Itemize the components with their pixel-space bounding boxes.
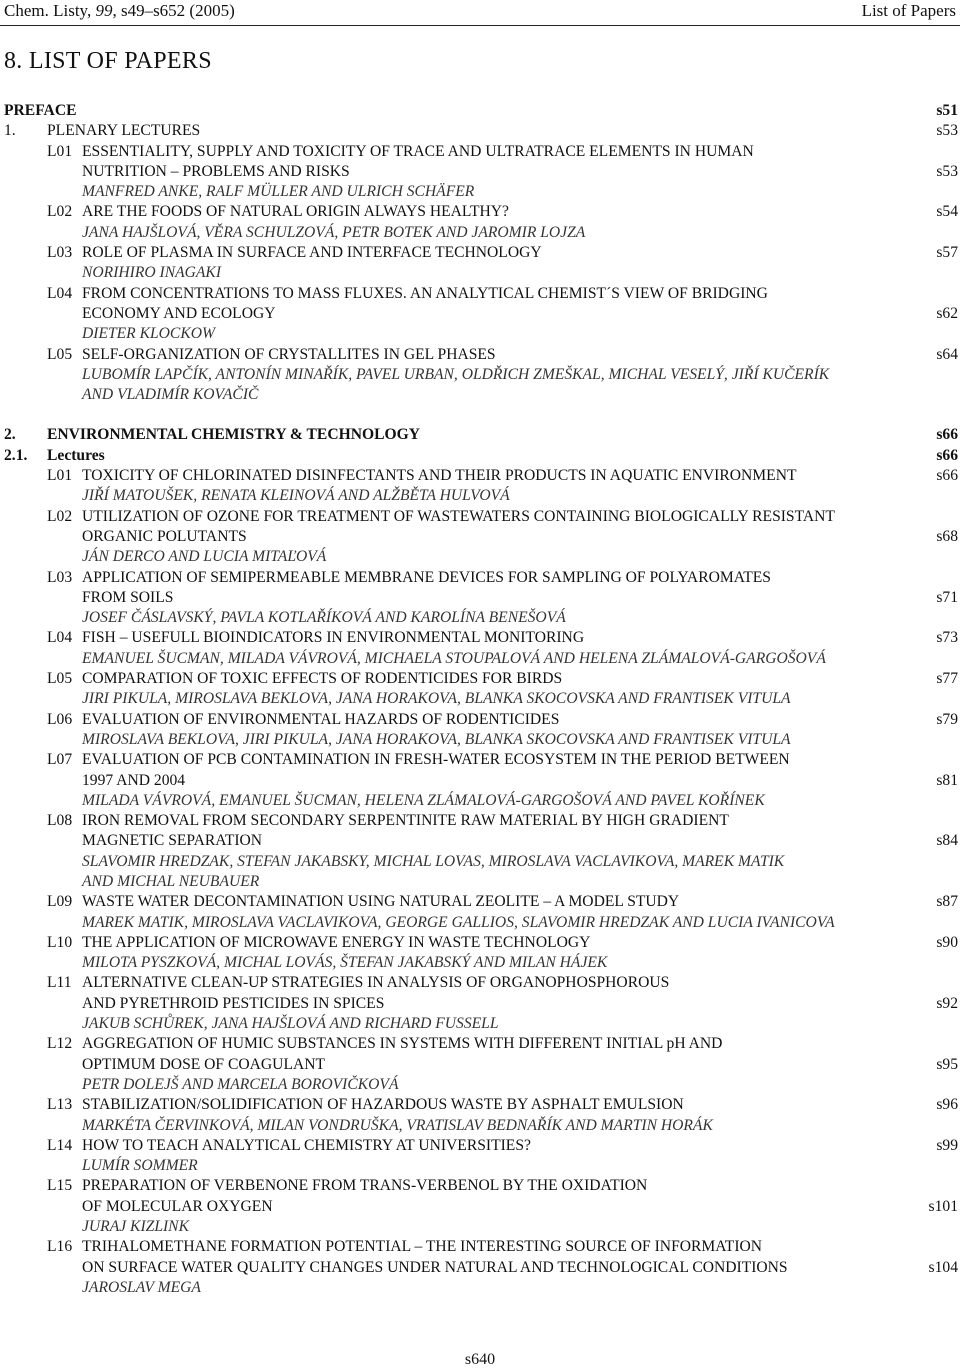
entry-title-row [0,202,960,222]
paper-title: OPTIMUM DOSE OF COAGULANT [82,1055,326,1073]
entry-author-row [0,913,960,933]
entry-title-row [0,162,960,182]
entry-title-row [0,933,960,953]
section-gap [0,405,960,425]
paper-title: UTILIZATION OF OZONE FOR TREATMENT OF WASTEWATERS CONTAINING BIOLOGICALLY RESISTANT [82,507,835,525]
paper-page: s95 [936,1055,958,1073]
entry-title-row [0,994,960,1014]
paper-code: L15 [47,1177,73,1195]
entry-author-row [0,547,960,567]
paper-authors: JÁN DERCO AND LUCIA MITAĽOVÁ [82,548,327,566]
section-page: s51 [936,102,958,119]
paper-page: s54 [936,203,958,221]
entry-author-row [0,223,960,243]
paper-page: s96 [936,1096,958,1114]
paper-title: ROLE OF PLASMA IN SURFACE AND INTERFACE TECHNOLOGY [82,244,542,262]
paper-page: s104 [928,1258,958,1276]
paper-title: THE APPLICATION OF MICROWAVE ENERGY IN WASTE TECHNOLOGY [82,933,591,951]
paper-authors: MARKÉTA ČERVINKOVÁ, MILAN VONDRUŠKA, VRATISLAV BEDNAŘÍK AND MARTIN HORÁK [82,1116,713,1134]
entry-title-row [0,243,960,263]
paper-title: SELF-ORGANIZATION OF CRYSTALLITES IN GEL PHASES [82,345,496,363]
entry-author-row [0,182,960,202]
paper-title: TRIHALOMETHANE FORMATION POTENTIAL – THE INTERESTING SOURCE OF INFORMATION [82,1238,763,1256]
paper-title: WASTE WATER DECONTAMINATION USING NATURAL ZEOLITE – A MODEL STUDY [82,893,680,911]
entry-title-row [0,1095,960,1115]
entry-author-row [0,872,960,892]
paper-authors: DIETER KLOCKOW [82,325,215,343]
paper-title: APPLICATION OF SEMIPERMEABLE MEMBRANE DEVICES FOR SAMPLING OF POLYAROMATES [82,568,771,586]
toc-entry [0,892,960,933]
entry-author-row [0,689,960,709]
paper-code: L16 [47,1238,73,1256]
paper-title: ON SURFACE WATER QUALITY CHANGES UNDER NATURAL AND TECHNOLOGICAL CONDITIONS [82,1258,788,1276]
paper-authors: JURAJ KIZLINK [82,1218,189,1236]
entry-author-row [0,791,960,811]
paper-authors: MANFRED ANKE, RALF MÜLLER AND ULRICH SCHÄFER [82,183,475,201]
entry-title-row [0,1055,960,1075]
paper-page: s64 [936,345,958,363]
toc-entry [0,750,960,811]
entry-title-row [0,1237,960,1257]
page-title: 8. LIST OF PAPERS [4,48,212,74]
section-number: PREFACE [4,102,77,119]
toc-entry [0,466,960,507]
paper-authors: JAKUB SCHŮREK, JANA HAJŠLOVÁ AND RICHARD FUSSELL [82,1015,499,1033]
running-head [0,0,960,22]
entry-title-row [0,973,960,993]
entry-author-row [0,1014,960,1034]
paper-title: TOXICITY OF CHLORINATED DISINFECTANTS AND THEIR PRODUCTS IN AQUATIC ENVIRONMENT [82,467,797,485]
section-title: Lectures [47,446,105,464]
section-number: 1. [4,122,16,140]
entry-author-row [0,365,960,385]
paper-authors: AND VLADIMÍR KOVAČIČ [82,386,259,404]
toc-entry [0,669,960,710]
paper-code: L06 [47,710,73,728]
toc-entry [0,243,960,284]
paper-authors: SLAVOMIR HREDZAK, STEFAN JAKABSKY, MICHAL LOVAS, MIROSLAVA VACLAVIKOVA, MAREK MATIK [82,852,785,870]
paper-authors: JIRI PIKULA, MIROSLAVA BEKLOVA, JANA HORAKOVA, BLANKA SKOCOVSKA AND FRANTISEK VITULA [82,690,791,708]
toc-entry [0,1237,960,1298]
paper-title: AND PYRETHROID PESTICIDES IN SPICES [82,994,385,1012]
paper-code: L11 [47,974,72,992]
paper-authors: JIŘÍ MATOUŠEK, RENATA KLEINOVÁ AND ALŽBĚTA HULVOVÁ [82,487,510,505]
entry-author-row [0,730,960,750]
paper-page: s101 [928,1197,958,1215]
entry-title-row [0,1034,960,1054]
paper-authors: EMANUEL ŠUCMAN, MILADA VÁVROVÁ, MICHAELA STOUPALOVÁ AND HELENA ZLÁMALOVÁ-GARGOŠOVÁ [82,649,826,667]
paper-page: s84 [936,832,958,850]
paper-authors: PETR DOLEJŠ AND MARCELA BOROVIČKOVÁ [82,1075,399,1093]
toc-entry [0,507,960,568]
paper-page: s77 [936,670,958,688]
toc-entry [0,284,960,345]
paper-code: L07 [47,751,73,769]
paper-code: L05 [47,670,73,688]
paper-title: ARE THE FOODS OF NATURAL ORIGIN ALWAYS HEALTHY? [82,203,509,221]
journal-volume: 99 [95,1,113,20]
toc-entry [0,811,960,892]
entry-author-row [0,608,960,628]
section-title: ENVIRONMENTAL CHEMISTRY & TECHNOLOGY [47,426,421,444]
entry-author-row [0,324,960,344]
entry-title-row [0,628,960,648]
toc-entry [0,933,960,974]
paper-authors: JANA HAJŠLOVÁ, VĚRA SCHULZOVÁ, PETR BOTEK AND JAROMIR LOJZA [82,223,586,241]
toc-entry [0,1176,960,1237]
toc-entry [0,1034,960,1095]
paper-title: MAGNETIC SEPARATION [82,832,263,850]
paper-title: EVALUATION OF PCB CONTAMINATION IN FRESH-WATER ECOSYSTEM IN THE PERIOD BETWEEN [82,751,790,769]
toc-entry [0,1136,960,1177]
journal-name: Chem. Listy, [4,1,96,20]
entry-title-row [0,588,960,608]
paper-authors: JOSEF ČÁSLAVSKÝ, PAVLA KOTLAŘÍKOVÁ AND KAROLÍNA BENEŠOVÁ [82,609,566,627]
paper-title: IRON REMOVAL FROM SECONDARY SERPENTINITE RAW MATERIAL BY HIGH GRADIENT [82,812,729,830]
paper-title: ECONOMY AND ECOLOGY [82,304,276,322]
paper-page: s57 [936,244,958,262]
paper-page: s99 [936,1136,958,1154]
paper-title: 1997 AND 2004 [82,771,186,789]
entry-title-row [0,345,960,365]
entry-title-row [0,284,960,304]
paper-authors: NORIHIRO INAGAKI [82,264,222,282]
entry-title-row [0,1136,960,1156]
paper-authors: LUBOMÍR LAPČÍK, ANTONÍN MINAŘÍK, PAVEL URBAN, OLDŘICH ZMEŠKAL, MICHAL VESELÝ, JIŘÍ KUČERÍK [82,365,830,383]
paper-code: L02 [47,507,73,525]
section-heading [0,446,960,466]
paper-page: s53 [936,162,958,180]
paper-page: s68 [936,527,958,545]
paper-title: STABILIZATION/SOLIDIFICATION OF HAZARDOUS WASTE BY ASPHALT EMULSION [82,1096,684,1114]
paper-code: L09 [47,893,73,911]
entry-author-row [0,649,960,669]
paper-authors: MILADA VÁVROVÁ, EMANUEL ŠUCMAN, HELENA ZLÁMALOVÁ-GARGOŠOVÁ AND PAVEL KOŘÍNEK [82,791,765,809]
entry-author-row [0,1116,960,1136]
entry-title-row [0,466,960,486]
section-heading [0,101,960,121]
paper-code: L05 [47,345,73,363]
paper-page: s79 [936,710,958,728]
paper-page: s62 [936,304,958,322]
section-page: s53 [936,122,958,140]
entry-author-row [0,1217,960,1237]
paper-code: L03 [47,568,73,586]
paper-authors: JAROSLAV MEGA [82,1278,201,1296]
toc-entry [0,1095,960,1136]
entry-title-row [0,669,960,689]
entry-title-row [0,771,960,791]
paper-title: ESSENTIALITY, SUPPLY AND TOXICITY OF TRACE AND ULTRATRACE ELEMENTS IN HUMAN [82,142,754,160]
entry-title-row [0,142,960,162]
section-page: s66 [936,446,958,464]
section-name: List of Papers [861,1,956,20]
journal-pages: , s49–s652 (2005) [112,1,235,20]
paper-title: AGGREGATION OF HUMIC SUBSTANCES IN SYSTEMS WITH DIFFERENT INITIAL pH AND [82,1035,723,1053]
entry-title-row [0,527,960,547]
entry-author-row [0,263,960,283]
toc-entry [0,973,960,1034]
section-title: PLENARY LECTURES [47,122,201,140]
entry-author-row [0,1075,960,1095]
toc-entry [0,628,960,669]
paper-authors: MIROSLAVA BEKLOVA, JIRI PIKULA, JANA HORAKOVA, BLANKA SKOCOVSKA AND FRANTISEK VITULA [82,730,791,748]
paper-code: L12 [47,1035,73,1053]
entry-title-row [0,1197,960,1217]
paper-title: OF MOLECULAR OXYGEN [82,1197,273,1215]
paper-page: s66 [936,467,958,485]
entry-author-row [0,1156,960,1176]
section-number: 2.1. [4,446,28,464]
paper-authors: LUMÍR SOMMER [82,1157,198,1175]
entry-title-row [0,304,960,324]
paper-code: L10 [47,933,73,951]
entry-title-row [0,811,960,831]
section-heading [0,121,960,141]
entry-author-row [0,486,960,506]
entry-title-row [0,892,960,912]
page-number: s640 [464,1351,496,1368]
paper-authors: MILOTA PYSZKOVÁ, MICHAL LOVÁS, ŠTEFAN JAKABSKÝ AND MILAN HÁJEK [82,954,608,972]
paper-code: L01 [47,467,73,485]
entry-title-row [0,710,960,730]
paper-title: ALTERNATIVE CLEAN-UP STRATEGIES IN ANALYSIS OF ORGANOPHOSPHOROUS [82,974,670,992]
paper-code: L03 [47,244,73,262]
paper-title: COMPARATION OF TOXIC EFFECTS OF RODENTICIDES FOR BIRDS [82,670,563,688]
paper-title: EVALUATION OF ENVIRONMENTAL HAZARDS OF RODENTICIDES [82,710,560,728]
paper-title: ORGANIC POLUTANTS [82,527,247,545]
paper-authors: MAREK MATIK, MIROSLAVA VACLAVIKOVA, GEORGE GALLIOS, SLAVOMIR HREDZAK AND LUCIA IVANICOVA [82,913,835,931]
paper-page: s90 [936,933,958,951]
entry-title-row [0,1176,960,1196]
paper-title: FISH – USEFULL BIOINDICATORS IN ENVIRONMENTAL MONITORING [82,629,585,647]
toc-entry [0,142,960,203]
toc-entry [0,568,960,629]
paper-authors: AND MICHAL NEUBAUER [82,872,260,890]
paper-title: PREPARATION OF VERBENONE FROM TRANS-VERBENOL BY THE OXIDATION [82,1177,648,1195]
toc-entry [0,710,960,751]
table-of-contents [0,101,960,1298]
journal-citation [4,0,235,22]
paper-code: L14 [47,1136,73,1154]
entry-author-row [0,385,960,405]
paper-page: s87 [936,893,958,911]
paper-title: FROM CONCENTRATIONS TO MASS FLUXES. AN ANALYTICAL CHEMIST´S VIEW OF BRIDGING [82,284,768,302]
entry-title-row [0,750,960,770]
paper-title: FROM SOILS [82,588,174,606]
entry-title-row [0,568,960,588]
section-number: 2. [4,426,16,444]
paper-page: s92 [936,994,958,1012]
entry-author-row [0,852,960,872]
paper-page: s71 [936,588,958,606]
paper-code: L08 [47,812,73,830]
entry-title-row [0,507,960,527]
paper-title: NUTRITION – PROBLEMS AND RISKS [82,162,350,180]
paper-code: L01 [47,142,73,160]
entry-title-row [0,1258,960,1278]
paper-code: L02 [47,203,73,221]
paper-page: s81 [936,771,958,789]
toc-entry [0,345,960,406]
toc-entry [0,202,960,243]
header-rule [0,25,960,26]
paper-code: L04 [47,629,73,647]
entry-author-row [0,1278,960,1298]
entry-author-row [0,953,960,973]
section-page: s66 [936,426,958,444]
paper-code: L04 [47,284,73,302]
paper-title: HOW TO TEACH ANALYTICAL CHEMISTRY AT UNIVERSITIES? [82,1136,531,1154]
section-heading [0,425,960,445]
paper-code: L13 [47,1096,73,1114]
paper-page: s73 [936,629,958,647]
entry-title-row [0,831,960,851]
